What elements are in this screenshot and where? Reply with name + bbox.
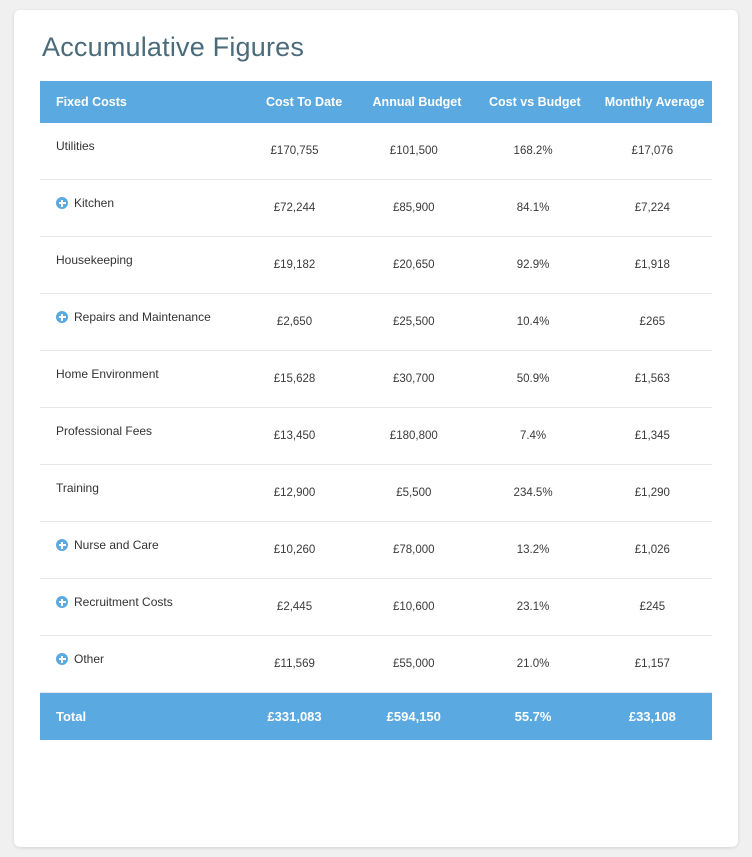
- column-header-annual-budget[interactable]: Annual Budget: [354, 81, 473, 123]
- table-header: [40, 81, 712, 123]
- row-annual-budget: £180,800: [354, 408, 473, 465]
- row-annual-budget: £55,000: [354, 636, 473, 693]
- row-monthly-average: £1,345: [593, 408, 712, 465]
- row-label: Utilities: [56, 139, 95, 153]
- row-label-wrap: [56, 253, 223, 267]
- row-annual-budget: £101,500: [354, 123, 473, 180]
- column-header-monthly-average[interactable]: Monthly Average: [593, 81, 712, 123]
- row-cost-vs-budget: 168.2%: [473, 123, 592, 180]
- row-label-wrap: [56, 652, 223, 666]
- row-label-cell: [40, 465, 235, 522]
- row-label-cell: [40, 351, 235, 408]
- table-row: [40, 408, 712, 465]
- row-cost-vs-budget: 92.9%: [473, 237, 592, 294]
- row-label: Housekeeping: [56, 253, 133, 267]
- expand-plus-icon[interactable]: [56, 197, 68, 209]
- table-row: [40, 636, 712, 693]
- row-label-cell: [40, 237, 235, 294]
- row-cost-vs-budget: 84.1%: [473, 180, 592, 237]
- row-monthly-average: £1,157: [593, 636, 712, 693]
- expand-plus-icon[interactable]: [56, 653, 68, 665]
- row-cost-to-date: £19,182: [235, 237, 354, 294]
- row-label-wrap: [56, 367, 223, 381]
- row-cost-to-date: £2,445: [235, 579, 354, 636]
- row-annual-budget: £30,700: [354, 351, 473, 408]
- row-label: Training: [56, 481, 99, 495]
- row-label: Kitchen: [74, 196, 115, 210]
- row-cost-vs-budget: 13.2%: [473, 522, 592, 579]
- table-body: [40, 123, 712, 693]
- total-cost-vs-budget: 55.7%: [473, 693, 592, 741]
- row-cost-to-date: £170,755: [235, 123, 354, 180]
- row-annual-budget: £85,900: [354, 180, 473, 237]
- row-cost-vs-budget: 21.0%: [473, 636, 592, 693]
- table-row: [40, 123, 712, 180]
- column-header-cost-vs-budget[interactable]: Cost vs Budget: [473, 81, 592, 123]
- row-label: Other: [74, 652, 105, 666]
- table-row: [40, 180, 712, 237]
- row-label-cell: [40, 294, 235, 351]
- row-label: Home Environment: [56, 367, 159, 381]
- table-row: [40, 351, 712, 408]
- table-row: [40, 237, 712, 294]
- row-annual-budget: £10,600: [354, 579, 473, 636]
- row-cost-vs-budget: 234.5%: [473, 465, 592, 522]
- row-annual-budget: £5,500: [354, 465, 473, 522]
- row-label: Recruitment Costs: [74, 595, 173, 609]
- expand-plus-icon[interactable]: [56, 311, 68, 323]
- row-label-cell: [40, 408, 235, 465]
- row-label-cell: [40, 636, 235, 693]
- row-cost-vs-budget: 23.1%: [473, 579, 592, 636]
- total-cost-to-date: £331,083: [235, 693, 354, 741]
- row-label-wrap: [56, 481, 223, 495]
- row-cost-to-date: £72,244: [235, 180, 354, 237]
- total-monthly-average: £33,108: [593, 693, 712, 741]
- table-row: [40, 522, 712, 579]
- row-cost-to-date: £11,569: [235, 636, 354, 693]
- row-monthly-average: £1,290: [593, 465, 712, 522]
- row-label-cell: [40, 180, 235, 237]
- row-monthly-average: £1,026: [593, 522, 712, 579]
- row-label-cell: [40, 579, 235, 636]
- row-annual-budget: £25,500: [354, 294, 473, 351]
- accumulative-figures-table: [40, 81, 712, 740]
- expand-plus-icon[interactable]: [56, 596, 68, 608]
- row-cost-to-date: £10,260: [235, 522, 354, 579]
- table-row: [40, 294, 712, 351]
- row-label-wrap: [56, 595, 223, 609]
- row-label-wrap: [56, 538, 223, 552]
- row-cost-vs-budget: 7.4%: [473, 408, 592, 465]
- row-label-wrap: [56, 310, 223, 324]
- row-monthly-average: £1,918: [593, 237, 712, 294]
- row-label: Professional Fees: [56, 424, 153, 438]
- column-header-cost-to-date[interactable]: Cost To Date: [235, 81, 354, 123]
- table-header-row: [40, 81, 712, 123]
- row-cost-to-date: £13,450: [235, 408, 354, 465]
- table-footer: [40, 693, 712, 741]
- row-cost-vs-budget: 50.9%: [473, 351, 592, 408]
- row-label-wrap: [56, 196, 223, 210]
- row-monthly-average: £265: [593, 294, 712, 351]
- row-monthly-average: £7,224: [593, 180, 712, 237]
- column-header-fixed-costs[interactable]: Fixed Costs: [40, 81, 235, 123]
- row-cost-to-date: £12,900: [235, 465, 354, 522]
- row-label-wrap: [56, 139, 223, 153]
- total-annual-budget: £594,150: [354, 693, 473, 741]
- row-cost-to-date: £15,628: [235, 351, 354, 408]
- page-title: Accumulative Figures: [42, 32, 305, 62]
- row-label-cell: [40, 522, 235, 579]
- row-monthly-average: £245: [593, 579, 712, 636]
- row-monthly-average: £17,076: [593, 123, 712, 180]
- row-label: Repairs and Maintenance: [74, 310, 211, 324]
- row-cost-to-date: £2,650: [235, 294, 354, 351]
- figures-card: [14, 10, 738, 847]
- total-row: [40, 693, 712, 741]
- table-row: [40, 579, 712, 636]
- row-annual-budget: £20,650: [354, 237, 473, 294]
- total-label: Total: [40, 693, 235, 741]
- expand-plus-icon[interactable]: [56, 539, 68, 551]
- row-label-cell: [40, 123, 235, 180]
- row-cost-vs-budget: 10.4%: [473, 294, 592, 351]
- row-label: Nurse and Care: [74, 538, 159, 552]
- table-row: [40, 465, 712, 522]
- row-label-wrap: [56, 424, 223, 438]
- row-annual-budget: £78,000: [354, 522, 473, 579]
- row-monthly-average: £1,563: [593, 351, 712, 408]
